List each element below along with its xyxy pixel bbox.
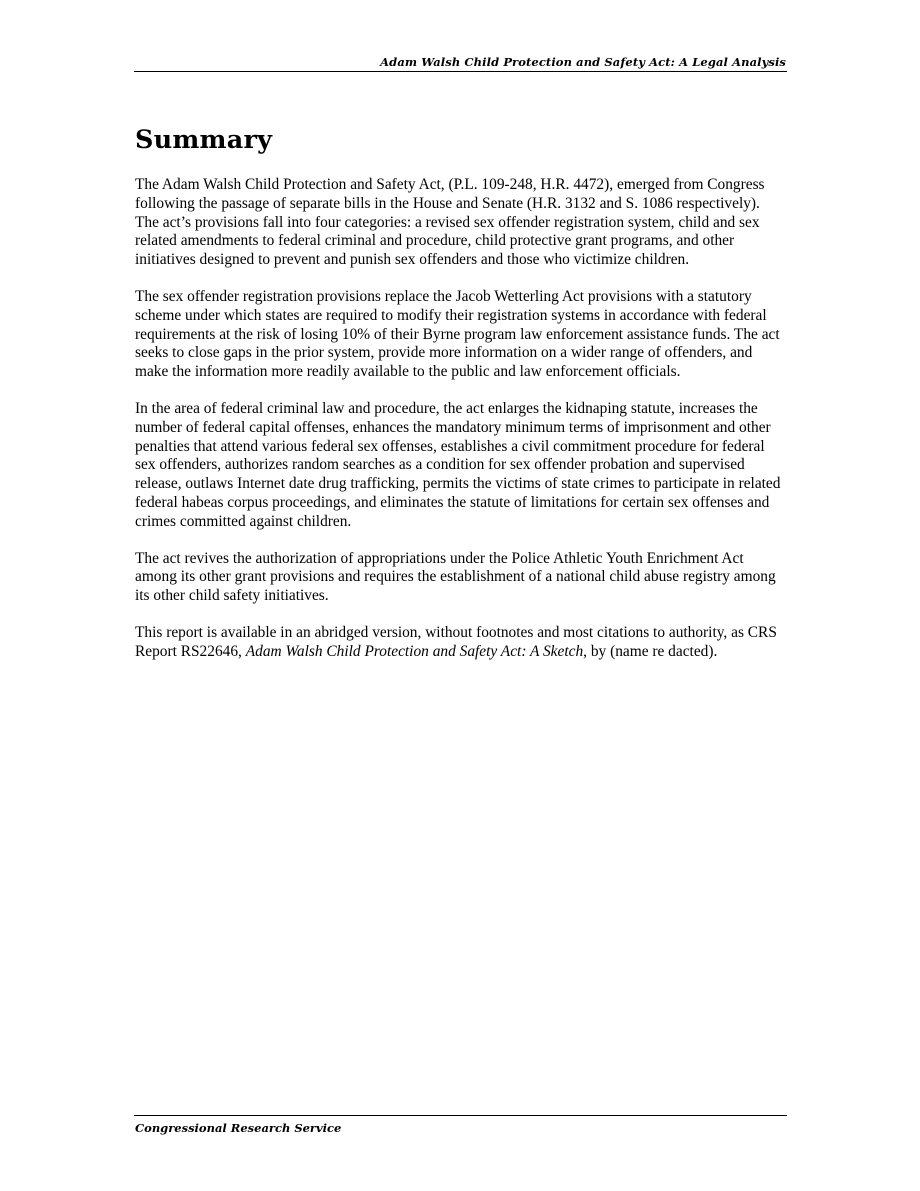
footer-divider [134, 1115, 787, 1116]
report-title: Adam Walsh Child Protection and Safety Act: A Sketch [245, 642, 584, 660]
abridged-text-end: , by (name re dacted). [583, 642, 718, 660]
header-divider [134, 71, 787, 72]
paragraph-grants: The act revives the authorization of appropriations under the Police Athletic Youth Enrichment Act among its other grant provisions and requires the establishment of a national child abuse registry among its other child safety initiatives. [135, 549, 776, 605]
section-title: Summary [135, 125, 273, 155]
running-header: Adam Walsh Child Protection and Safety Act: A Legal Analysis [380, 55, 786, 69]
paragraph-overview: The Adam Walsh Child Protection and Safety Act, (P.L. 109-248, H.R. 4472), emerged from Congress following the passage of separate bills in the House and Senate (H.R. 3132 and S. 1086 respectively). The act’s provisions fall into four categories: a revised sex offender registration system, child and sex related amendments to federal criminal and procedure, child protective grant programs, and other initiatives designed to prevent and punish sex offenders and those who victimize children. [135, 176, 765, 269]
summary-body [135, 176, 787, 680]
running-footer: Congressional Research Service [135, 1121, 342, 1135]
paragraph-registration: The sex offender registration provisions replace the Jacob Wetterling Act provisions with a statutory scheme under which states are required to modify their registration systems in accordance with federal requirements at the risk of losing 10% of their Byrne program law enforcement assistance funds. The act seeks to close gaps in the prior system, provide more information on a wider range of offenders, and make the information more readily available to the public and law enforcement officials. [135, 287, 780, 381]
abridged-text-start: This report is available in an abridged version, without footnotes and most citations to authority, as CRS Report RS22646, [135, 623, 777, 660]
paragraph-criminal-law: In the area of federal criminal law and procedure, the act enlarges the kidnaping statute, increases the number of federal capital offenses, enhances the mandatory minimum terms of imprisonment and other penalties that attend various federal sex offenses, establishes a civil commitment procedure for federal sex offenders, authorizes random searches as a condition for sex offender probation and supervised release, outlaws Internet date drug trafficking, permits the victims of state crimes to participate in related federal habeas corpus proceedings, and eliminates the statute of limitations for certain sex offenses and crimes committed against children. [135, 399, 781, 530]
paragraph-abridged-version [135, 624, 787, 662]
